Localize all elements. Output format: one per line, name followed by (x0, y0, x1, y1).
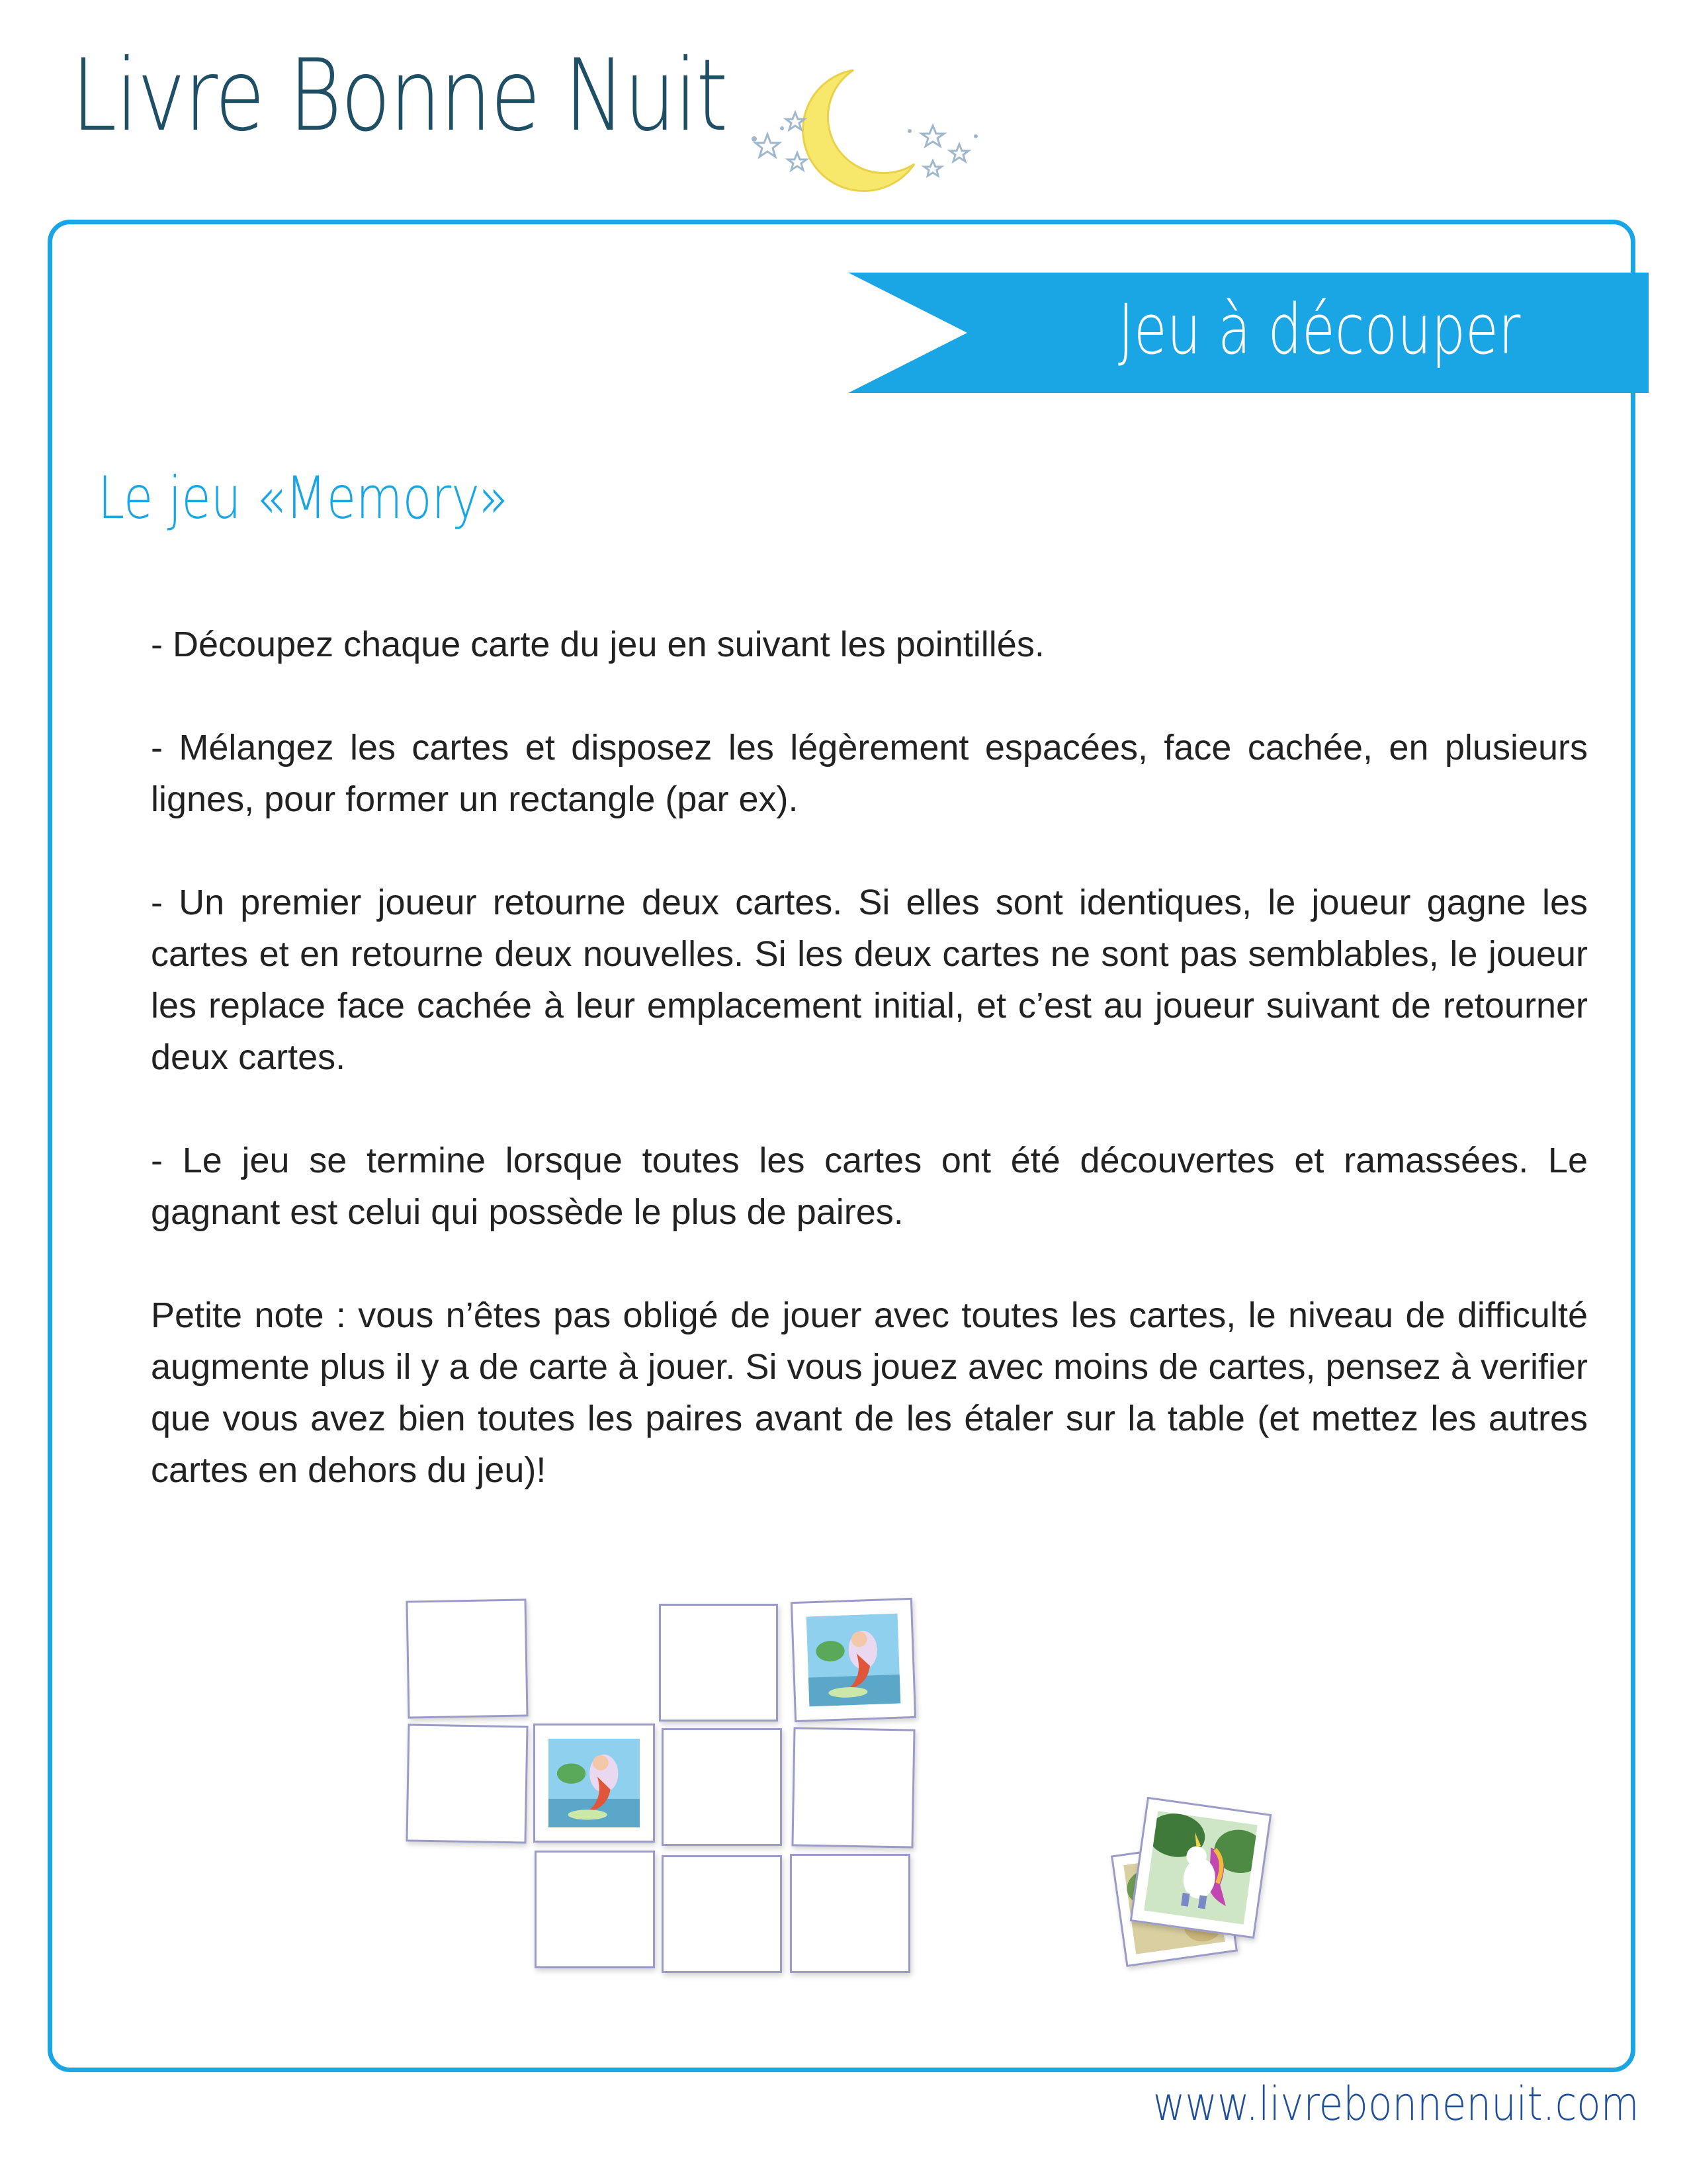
ribbon-label: Jeu à découper (1118, 289, 1521, 370)
brand-title: Livre Bonne Nuit (71, 38, 727, 153)
memory-card-facedown (790, 1854, 910, 1973)
memory-card-facedown (791, 1727, 915, 1848)
instruction-paragraph: - Découpez chaque carte du jeu en suivant les pointillés. (151, 625, 1045, 664)
memory-card-facedown (662, 1728, 782, 1846)
instructions-text (151, 619, 1588, 1548)
star-icon (756, 112, 969, 176)
memory-card-facedown (535, 1851, 655, 1968)
memory-card-unicorn (1130, 1797, 1272, 1939)
instruction-paragraph: - Le jeu se termine lorsque toutes les cartes ont été découvertes et ramassées. Le gagnant est celui qui possède le plus de paires. (151, 1141, 1588, 1232)
moon-stars-illustration (741, 65, 992, 197)
memory-card-facedown (659, 1604, 778, 1722)
mermaid-image (806, 1614, 901, 1707)
memory-card-facedown (662, 1855, 782, 1973)
memory-card-mermaid (791, 1598, 916, 1722)
instruction-paragraph: - Mélangez les cartes et disposez les légèrement espacées, face cachée, en plusieurs lignes, pour former un rectangle (par ex). (151, 728, 1588, 819)
memory-card-facedown (406, 1724, 528, 1843)
section-title: Le jeu «Memory» (98, 464, 508, 532)
mermaid-image (548, 1739, 640, 1827)
instruction-paragraph: - Un premier joueur retourne deux cartes. Si elles sont identiques, le joueur gagne les cartes et en retourne deux nouvelles. Si les deux cartes ne sont pas semblables, le joueur les replace face cachée à leur emplacement initial, et c’est au joueur suivant de retourner deux cartes. (151, 883, 1588, 1077)
unicorn-image (1144, 1811, 1258, 1925)
memory-card-mermaid (533, 1724, 655, 1843)
memory-card-facedown (406, 1598, 528, 1718)
moon-icon (803, 70, 914, 191)
website-url[interactable]: www.livrebonnenuit.com (1153, 2077, 1639, 2131)
instruction-note: Petite note : vous n’êtes pas obligé de jouer avec toutes les cartes, le niveau de difficulté augmente plus il y a de carte à jouer. Si vous jouez avec moins de cartes, pensez à verifier que vous avez bien toutes les paires avant de les étaler sur la table (et mettez les autres cartes en dehors du jeu)! (151, 1295, 1588, 1490)
